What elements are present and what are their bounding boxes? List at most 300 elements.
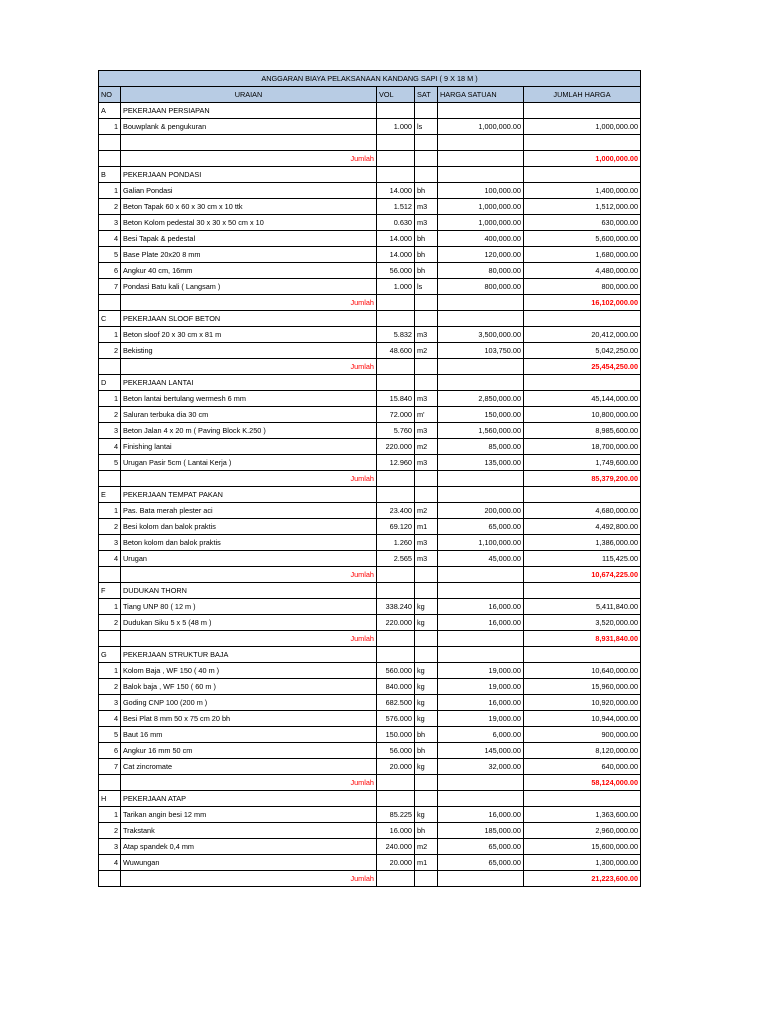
item-no: 3 [99, 214, 121, 230]
empty-cell [415, 566, 438, 582]
section-row [99, 166, 641, 182]
item-description: Beton lantai bertulang wermesh 6 mm [121, 390, 377, 406]
section-code: D [99, 374, 121, 390]
title-row [99, 71, 641, 87]
item-description: Balok baja , WF 150 ( 60 m ) [121, 678, 377, 694]
blank-row [99, 135, 641, 151]
empty-cell [438, 294, 524, 310]
item-volume: 16.000 [377, 822, 415, 838]
item-volume: 69.120 [377, 518, 415, 534]
item-no: 1 [99, 326, 121, 342]
item-amount: 115,425.00 [524, 550, 641, 566]
item-unit-price: 19,000.00 [438, 662, 524, 678]
budget-table [98, 70, 641, 887]
item-unit: bh [415, 262, 438, 278]
item-description: Bouwplank & pengukuran [121, 119, 377, 135]
empty-cell [377, 582, 415, 598]
section-code: E [99, 486, 121, 502]
item-description: Beton sloof 20 x 30 cm x 81 m [121, 326, 377, 342]
item-amount: 10,920,000.00 [524, 694, 641, 710]
section-title: PEKERJAAN SLOOF BETON [121, 310, 377, 326]
item-description: Dudukan Siku 5 x 5 (48 m ) [121, 614, 377, 630]
item-unit-price: 800,000.00 [438, 278, 524, 294]
item-row [99, 742, 641, 758]
item-volume: 20.000 [377, 758, 415, 774]
empty-cell [524, 166, 641, 182]
item-row [99, 854, 641, 870]
item-row [99, 246, 641, 262]
item-unit-price: 120,000.00 [438, 246, 524, 262]
item-row [99, 326, 641, 342]
item-unit-price: 3,500,000.00 [438, 326, 524, 342]
header-no: NO [99, 87, 121, 103]
item-row [99, 758, 641, 774]
item-amount: 10,944,000.00 [524, 710, 641, 726]
item-no: 5 [99, 246, 121, 262]
empty-cell [377, 566, 415, 582]
item-no: 5 [99, 726, 121, 742]
item-unit: kg [415, 614, 438, 630]
empty-cell [377, 135, 415, 151]
header-uraian: URAIAN [121, 87, 377, 103]
item-no: 2 [99, 406, 121, 422]
item-description: Beton Kolom pedestal 30 x 30 x 50 cm x 10 [121, 214, 377, 230]
item-unit-price: 185,000.00 [438, 822, 524, 838]
item-no: 2 [99, 822, 121, 838]
empty-cell [377, 870, 415, 886]
item-amount: 3,520,000.00 [524, 614, 641, 630]
item-unit-price: 1,000,000.00 [438, 198, 524, 214]
empty-cell [99, 294, 121, 310]
total-row [99, 774, 641, 790]
item-no: 7 [99, 758, 121, 774]
item-no: 3 [99, 838, 121, 854]
item-description: Pondasi Batu kali ( Langsam ) [121, 278, 377, 294]
item-description: Cat zincromate [121, 758, 377, 774]
empty-cell [415, 630, 438, 646]
section-code: G [99, 646, 121, 662]
item-row [99, 182, 641, 198]
item-unit-price: 32,000.00 [438, 758, 524, 774]
item-volume: 14.000 [377, 246, 415, 262]
item-no: 1 [99, 390, 121, 406]
empty-cell [415, 790, 438, 806]
empty-cell [415, 774, 438, 790]
total-label: Jumlah [121, 774, 377, 790]
item-unit-price: 65,000.00 [438, 838, 524, 854]
section-title: PEKERJAAN PONDASI [121, 166, 377, 182]
item-no: 1 [99, 119, 121, 135]
item-no: 7 [99, 278, 121, 294]
item-amount: 10,640,000.00 [524, 662, 641, 678]
item-volume: 150.000 [377, 726, 415, 742]
empty-cell [438, 135, 524, 151]
item-unit-price: 19,000.00 [438, 710, 524, 726]
item-row [99, 694, 641, 710]
section-code: C [99, 310, 121, 326]
section-row [99, 790, 641, 806]
total-label: Jumlah [121, 566, 377, 582]
item-unit: m3 [415, 198, 438, 214]
total-label: Jumlah [121, 630, 377, 646]
empty-cell [438, 790, 524, 806]
empty-cell [524, 582, 641, 598]
section-code: H [99, 790, 121, 806]
item-amount: 2,960,000.00 [524, 822, 641, 838]
item-row [99, 198, 641, 214]
item-volume: 85.225 [377, 806, 415, 822]
item-row [99, 342, 641, 358]
item-row [99, 278, 641, 294]
empty-cell [524, 103, 641, 119]
item-row [99, 214, 641, 230]
item-no: 4 [99, 438, 121, 454]
item-volume: 72.000 [377, 406, 415, 422]
item-unit-price: 150,000.00 [438, 406, 524, 422]
section-code: B [99, 166, 121, 182]
item-volume: 840.000 [377, 678, 415, 694]
header-row [99, 87, 641, 103]
item-unit: m3 [415, 534, 438, 550]
item-amount: 900,000.00 [524, 726, 641, 742]
item-description: Beton Tapak 60 x 60 x 30 cm x 10 ttk [121, 198, 377, 214]
item-amount: 1,363,600.00 [524, 806, 641, 822]
empty-cell [415, 582, 438, 598]
item-description: Urugan Pasir 5cm ( Lantai Kerja ) [121, 454, 377, 470]
empty-cell [438, 630, 524, 646]
item-description: Urugan [121, 550, 377, 566]
total-row [99, 870, 641, 886]
item-amount: 4,680,000.00 [524, 502, 641, 518]
item-unit: m2 [415, 342, 438, 358]
item-volume: 14.000 [377, 230, 415, 246]
section-row [99, 374, 641, 390]
empty-cell [524, 135, 641, 151]
item-volume: 338.240 [377, 598, 415, 614]
item-volume: 56.000 [377, 262, 415, 278]
item-unit-price: 100,000.00 [438, 182, 524, 198]
empty-cell [99, 870, 121, 886]
item-amount: 1,680,000.00 [524, 246, 641, 262]
item-volume: 23.400 [377, 502, 415, 518]
empty-cell [524, 646, 641, 662]
section-total: 58,124,000.00 [524, 774, 641, 790]
item-description: Atap spandek 0,4 mm [121, 838, 377, 854]
item-volume: 48.600 [377, 342, 415, 358]
total-row [99, 358, 641, 374]
item-description: Beton Jalan 4 x 20 m ( Paving Block K.250 ) [121, 422, 377, 438]
empty-cell [415, 294, 438, 310]
empty-cell [415, 358, 438, 374]
item-unit-price: 16,000.00 [438, 806, 524, 822]
item-volume: 1.000 [377, 278, 415, 294]
item-unit-price: 16,000.00 [438, 694, 524, 710]
empty-cell [377, 310, 415, 326]
item-no: 6 [99, 262, 121, 278]
item-unit-price: 1,000,000.00 [438, 119, 524, 135]
item-no: 4 [99, 854, 121, 870]
item-no: 2 [99, 614, 121, 630]
empty-cell [121, 135, 377, 151]
item-unit: m1 [415, 518, 438, 534]
item-no: 1 [99, 502, 121, 518]
item-amount: 4,480,000.00 [524, 262, 641, 278]
empty-cell [377, 774, 415, 790]
item-unit: kg [415, 678, 438, 694]
item-amount: 1,400,000.00 [524, 182, 641, 198]
empty-cell [377, 166, 415, 182]
item-description: Beton kolom dan balok praktis [121, 534, 377, 550]
item-no: 6 [99, 742, 121, 758]
section-total: 1,000,000.00 [524, 150, 641, 166]
section-code: A [99, 103, 121, 119]
empty-cell [99, 470, 121, 486]
item-amount: 20,412,000.00 [524, 326, 641, 342]
item-amount: 5,042,250.00 [524, 342, 641, 358]
empty-cell [415, 486, 438, 502]
item-unit: kg [415, 694, 438, 710]
item-no: 3 [99, 422, 121, 438]
item-amount: 1,000,000.00 [524, 119, 641, 135]
item-no: 2 [99, 342, 121, 358]
total-label: Jumlah [121, 150, 377, 166]
item-unit-price: 65,000.00 [438, 854, 524, 870]
item-description: Saluran terbuka dia 30 cm [121, 406, 377, 422]
total-label: Jumlah [121, 294, 377, 310]
item-unit-price: 85,000.00 [438, 438, 524, 454]
section-total: 16,102,000.00 [524, 294, 641, 310]
item-volume: 240.000 [377, 838, 415, 854]
empty-cell [524, 374, 641, 390]
section-total: 85,379,200.00 [524, 470, 641, 486]
empty-cell [415, 870, 438, 886]
item-amount: 5,600,000.00 [524, 230, 641, 246]
section-row [99, 486, 641, 502]
item-unit: m1 [415, 854, 438, 870]
item-unit: bh [415, 822, 438, 838]
item-unit: kg [415, 806, 438, 822]
item-amount: 1,512,000.00 [524, 198, 641, 214]
item-amount: 4,492,800.00 [524, 518, 641, 534]
item-amount: 1,749,600.00 [524, 454, 641, 470]
empty-cell [438, 566, 524, 582]
item-description: Besi Tapak & pedestal [121, 230, 377, 246]
section-title: PEKERJAAN PERSIAPAN [121, 103, 377, 119]
total-label: Jumlah [121, 470, 377, 486]
empty-cell [415, 646, 438, 662]
item-no: 3 [99, 534, 121, 550]
item-no: 1 [99, 662, 121, 678]
item-volume: 220.000 [377, 614, 415, 630]
item-unit-price: 80,000.00 [438, 262, 524, 278]
item-volume: 20.000 [377, 854, 415, 870]
empty-cell [438, 486, 524, 502]
item-row [99, 230, 641, 246]
item-description: Galian Pondasi [121, 182, 377, 198]
section-code: F [99, 582, 121, 598]
item-description: Tarikan angin besi 12 mm [121, 806, 377, 822]
item-amount: 630,000.00 [524, 214, 641, 230]
item-amount: 800,000.00 [524, 278, 641, 294]
item-description: Angkur 16 mm 50 cm [121, 742, 377, 758]
item-unit-price: 16,000.00 [438, 614, 524, 630]
empty-cell [438, 166, 524, 182]
section-total: 25,454,250.00 [524, 358, 641, 374]
item-no: 2 [99, 198, 121, 214]
item-volume: 560.000 [377, 662, 415, 678]
item-unit-price: 200,000.00 [438, 502, 524, 518]
item-description: Trakstank [121, 822, 377, 838]
item-unit: m3 [415, 214, 438, 230]
total-row [99, 150, 641, 166]
empty-cell [377, 630, 415, 646]
item-unit: kg [415, 662, 438, 678]
item-row [99, 422, 641, 438]
item-row [99, 454, 641, 470]
empty-cell [438, 150, 524, 166]
item-unit: kg [415, 710, 438, 726]
item-unit: m2 [415, 838, 438, 854]
item-unit-price: 2,850,000.00 [438, 390, 524, 406]
item-unit: ls [415, 119, 438, 135]
item-description: Tiang UNP 80 ( 12 m ) [121, 598, 377, 614]
item-amount: 15,960,000.00 [524, 678, 641, 694]
sheet-title: ANGGARAN BIAYA PELAKSANAAN KANDANG SAPI ( 9 X 18 M ) [99, 71, 641, 87]
item-unit-price: 135,000.00 [438, 454, 524, 470]
empty-cell [377, 294, 415, 310]
empty-cell [415, 135, 438, 151]
section-row [99, 582, 641, 598]
total-label: Jumlah [121, 870, 377, 886]
item-unit: m3 [415, 550, 438, 566]
item-unit: kg [415, 758, 438, 774]
empty-cell [438, 582, 524, 598]
empty-cell [99, 358, 121, 374]
item-volume: 2.565 [377, 550, 415, 566]
empty-cell [377, 103, 415, 119]
item-no: 1 [99, 598, 121, 614]
empty-cell [438, 103, 524, 119]
empty-cell [438, 870, 524, 886]
item-volume: 15.840 [377, 390, 415, 406]
empty-cell [415, 103, 438, 119]
total-row [99, 566, 641, 582]
item-description: Bekisting [121, 342, 377, 358]
item-description: Baut 16 mm [121, 726, 377, 742]
section-total: 21,223,600.00 [524, 870, 641, 886]
empty-cell [377, 358, 415, 374]
empty-cell [99, 774, 121, 790]
empty-cell [524, 486, 641, 502]
item-unit-price: 65,000.00 [438, 518, 524, 534]
item-unit: bh [415, 726, 438, 742]
item-row [99, 710, 641, 726]
item-description: Angkur 40 cm, 16mm [121, 262, 377, 278]
item-no: 3 [99, 694, 121, 710]
item-amount: 15,600,000.00 [524, 838, 641, 854]
item-volume: 1.000 [377, 119, 415, 135]
item-volume: 14.000 [377, 182, 415, 198]
empty-cell [438, 646, 524, 662]
section-title: DUDUKAN THORN [121, 582, 377, 598]
item-row [99, 662, 641, 678]
item-row [99, 390, 641, 406]
item-unit-price: 45,000.00 [438, 550, 524, 566]
item-description: Besi kolom dan balok praktis [121, 518, 377, 534]
item-row [99, 598, 641, 614]
header-sat: SAT [415, 87, 438, 103]
item-unit-price: 1,000,000.00 [438, 214, 524, 230]
item-unit: bh [415, 182, 438, 198]
section-total: 8,931,840.00 [524, 630, 641, 646]
empty-cell [415, 310, 438, 326]
item-no: 5 [99, 454, 121, 470]
header-jumlah-harga: JUMLAH HARGA [524, 87, 641, 103]
empty-cell [377, 150, 415, 166]
item-volume: 576.000 [377, 710, 415, 726]
item-row [99, 838, 641, 854]
empty-cell [99, 135, 121, 151]
empty-cell [415, 166, 438, 182]
item-unit: bh [415, 246, 438, 262]
empty-cell [377, 486, 415, 502]
item-no: 4 [99, 550, 121, 566]
empty-cell [99, 630, 121, 646]
empty-cell [415, 374, 438, 390]
item-unit: kg [415, 598, 438, 614]
empty-cell [438, 358, 524, 374]
empty-cell [377, 790, 415, 806]
item-description: Kolom Baja , WF 150 ( 40 m ) [121, 662, 377, 678]
item-volume: 1.512 [377, 198, 415, 214]
item-row [99, 262, 641, 278]
item-description: Base Plate 20x20 8 mm [121, 246, 377, 262]
item-row [99, 119, 641, 135]
header-vol: VOL [377, 87, 415, 103]
item-no: 2 [99, 518, 121, 534]
item-no: 4 [99, 230, 121, 246]
item-unit-price: 1,100,000.00 [438, 534, 524, 550]
item-unit-price: 1,560,000.00 [438, 422, 524, 438]
empty-cell [377, 646, 415, 662]
item-description: Goding CNP 100 (200 m ) [121, 694, 377, 710]
item-row [99, 550, 641, 566]
empty-cell [415, 150, 438, 166]
item-unit: m2 [415, 438, 438, 454]
item-amount: 8,985,600.00 [524, 422, 641, 438]
item-row [99, 502, 641, 518]
item-amount: 18,700,000.00 [524, 438, 641, 454]
item-unit: bh [415, 742, 438, 758]
section-title: PEKERJAAN STRUKTUR BAJA [121, 646, 377, 662]
item-unit-price: 16,000.00 [438, 598, 524, 614]
empty-cell [377, 470, 415, 486]
item-volume: 5.832 [377, 326, 415, 342]
item-unit-price: 19,000.00 [438, 678, 524, 694]
item-no: 2 [99, 678, 121, 694]
item-description: Finishing lantai [121, 438, 377, 454]
item-unit: m3 [415, 390, 438, 406]
item-amount: 1,300,000.00 [524, 854, 641, 870]
section-title: PEKERJAAN TEMPAT PAKAN [121, 486, 377, 502]
item-volume: 1.260 [377, 534, 415, 550]
header-harga-satuan: HARGA SATUAN [438, 87, 524, 103]
item-amount: 640,000.00 [524, 758, 641, 774]
item-unit-price: 103,750.00 [438, 342, 524, 358]
item-unit: m2 [415, 502, 438, 518]
empty-cell [524, 310, 641, 326]
item-row [99, 614, 641, 630]
